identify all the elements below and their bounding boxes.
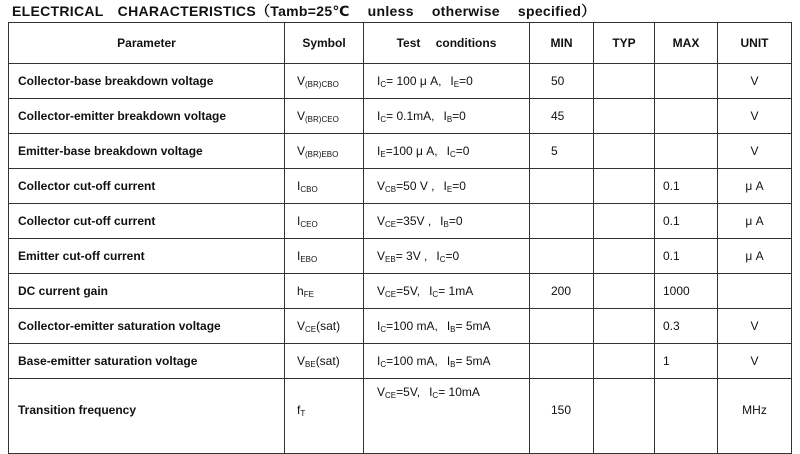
cell-test-conditions — [364, 309, 530, 344]
condition-term: $V_{EB}= 3V$ , — [377, 248, 428, 264]
cell-parameter: DC current gain — [9, 274, 285, 309]
cell-min — [530, 169, 594, 204]
cell-unit: MHz — [718, 379, 792, 454]
cell-test-conditions — [364, 379, 530, 454]
cell-parameter: Collector-emitter breakdown voltage — [9, 99, 285, 134]
cell-symbol — [285, 99, 364, 134]
cell-parameter: Transition frequency — [9, 379, 285, 454]
cell-parameter: Collector-emitter saturation voltage — [9, 309, 285, 344]
table-row — [9, 99, 792, 134]
cell-typ — [594, 99, 655, 134]
table-row — [9, 309, 792, 344]
cell-symbol — [285, 344, 364, 379]
symbol-subscript: CEO — [300, 219, 318, 229]
cell-min: 150 — [530, 379, 594, 454]
condition-term: $I_E=0$ — [450, 73, 473, 89]
symbol-subscript: CE — [305, 324, 317, 334]
cell-max: 1 — [655, 344, 718, 379]
symbol-main: V — [297, 73, 306, 88]
cell-test-conditions — [364, 239, 530, 274]
condition-term: $I_C=0$ — [446, 143, 470, 159]
cell-test-conditions — [364, 169, 530, 204]
cell-symbol — [285, 239, 364, 274]
condition-term: $I_C= 1mA$ — [429, 283, 474, 299]
cell-test-conditions — [364, 344, 530, 379]
cell-unit: μ A — [718, 239, 792, 274]
header-symbol: Symbol — [285, 23, 364, 64]
cell-test-conditions — [364, 64, 530, 99]
cell-unit: V — [718, 64, 792, 99]
cell-test-conditions — [364, 134, 530, 169]
header-max: MAX — [655, 23, 718, 64]
header-conditions: Test conditions — [364, 23, 530, 64]
cell-parameter: Collector cut-off current — [9, 204, 285, 239]
heading-word: unless — [367, 3, 414, 19]
heading-word: CHARACTERISTICS — [117, 3, 256, 19]
cell-min — [530, 239, 594, 274]
cell-min — [530, 309, 594, 344]
cell-test-conditions — [364, 204, 530, 239]
symbol-subscript: CBO — [300, 184, 318, 194]
symbol-main: V — [297, 353, 306, 368]
table-row — [9, 169, 792, 204]
condition-term: $V_{CE}=5V$, — [377, 385, 421, 400]
symbol-main: I — [297, 178, 301, 193]
table-row — [9, 134, 792, 169]
condition-term: $I_B=0$ — [440, 213, 463, 229]
cell-parameter: Emitter cut-off current — [9, 239, 285, 274]
cell-typ — [594, 379, 655, 454]
condition-term: $I_C= 10mA$ — [429, 385, 480, 400]
symbol-suffix: (sat) — [316, 318, 341, 333]
condition-term: $I_B= 5mA$ — [446, 318, 491, 334]
table-row — [9, 64, 792, 99]
symbol-main: V — [297, 108, 306, 123]
cell-typ — [594, 274, 655, 309]
cell-max: 0.1 — [655, 204, 718, 239]
cell-max — [655, 64, 718, 99]
cell-symbol — [285, 204, 364, 239]
cell-unit: V — [718, 134, 792, 169]
cell-typ — [594, 204, 655, 239]
table-header-row — [9, 23, 792, 64]
table-row — [9, 379, 792, 454]
cell-min — [530, 204, 594, 239]
condition-term: $V_{CB}=50$ V , — [377, 178, 435, 194]
header-typ: TYP — [594, 23, 655, 64]
header-parameter: Parameter — [9, 23, 285, 64]
heading-word: ELECTRICAL — [12, 3, 104, 19]
cell-min — [530, 344, 594, 379]
symbol-main: I — [297, 213, 301, 228]
condition-term: $I_B=0$ — [443, 108, 466, 124]
cell-typ — [594, 169, 655, 204]
cell-parameter: Collector cut-off current — [9, 169, 285, 204]
cell-min: 45 — [530, 99, 594, 134]
condition-term: $I_C= 0.1mA$, — [377, 108, 435, 124]
cell-parameter: Collector-base breakdown voltage — [9, 64, 285, 99]
cell-test-conditions — [364, 274, 530, 309]
cell-max — [655, 379, 718, 454]
cell-max: 1000 — [655, 274, 718, 309]
symbol-main: h — [297, 283, 304, 298]
header-unit: UNIT — [718, 23, 792, 64]
condition-term: $I_C=100$ mA, — [377, 353, 438, 369]
condition-term: $V_{CE}=5V$, — [377, 283, 421, 299]
table-row — [9, 344, 792, 379]
condition-term: $I_B= 5mA$ — [446, 353, 491, 369]
cell-max: 0.1 — [655, 169, 718, 204]
cell-test-conditions — [364, 99, 530, 134]
symbol-main: V — [297, 318, 306, 333]
cell-min: 5 — [530, 134, 594, 169]
cell-symbol — [285, 274, 364, 309]
cell-min: 200 — [530, 274, 594, 309]
cell-unit — [718, 274, 792, 309]
cell-parameter: Base-emitter saturation voltage — [9, 344, 285, 379]
cell-max: 0.3 — [655, 309, 718, 344]
table-row — [9, 274, 792, 309]
section-heading — [12, 1, 596, 21]
cell-typ — [594, 239, 655, 274]
cell-symbol — [285, 64, 364, 99]
cell-symbol — [285, 134, 364, 169]
condition-term: $I_C=100$ mA, — [377, 318, 438, 334]
cell-typ — [594, 309, 655, 344]
cell-unit: μ A — [718, 169, 792, 204]
symbol-main: V — [297, 143, 306, 158]
condition-term: $I_E=0$ — [443, 178, 466, 194]
symbol-suffix: (sat) — [315, 353, 340, 368]
symbol-subscript: BE — [305, 359, 316, 369]
symbol-subscript: T — [300, 409, 306, 418]
cell-max — [655, 134, 718, 169]
cell-max — [655, 99, 718, 134]
cell-unit: V — [718, 309, 792, 344]
symbol-subscript: FE — [303, 289, 314, 299]
condition-term: $I_C= 100$ μ A, — [377, 73, 442, 89]
cell-typ — [594, 344, 655, 379]
electrical-characteristics-table — [8, 22, 792, 454]
heading-condition: （Tamb=25℃ — [255, 3, 350, 19]
cell-typ — [594, 134, 655, 169]
symbol-subscript: (BR)CBO — [305, 79, 339, 89]
heading-word: otherwise — [431, 3, 500, 19]
symbol-subscript: (BR)EBO — [305, 149, 339, 159]
condition-term: $I_C=0$ — [436, 248, 460, 264]
condition-term: $I_E=100$ μ A, — [377, 143, 438, 159]
cell-typ — [594, 64, 655, 99]
cell-symbol — [285, 169, 364, 204]
cell-min: 50 — [530, 64, 594, 99]
cell-unit: V — [718, 99, 792, 134]
header-min: MIN — [530, 23, 594, 64]
cell-symbol — [285, 309, 364, 344]
symbol-main: I — [297, 248, 301, 263]
table-row — [9, 204, 792, 239]
cell-symbol — [285, 379, 364, 454]
table-row — [9, 239, 792, 274]
heading-word: specified） — [517, 3, 596, 19]
cell-parameter: Emitter-base breakdown voltage — [9, 134, 285, 169]
condition-term: $V_{CE}=35V$ , — [377, 213, 432, 229]
symbol-main: f — [297, 403, 301, 417]
cell-unit: μ A — [718, 204, 792, 239]
symbol-subscript: EBO — [300, 254, 318, 264]
symbol-subscript: (BR)CEO — [305, 114, 339, 124]
cell-max: 0.1 — [655, 239, 718, 274]
cell-unit: V — [718, 344, 792, 379]
